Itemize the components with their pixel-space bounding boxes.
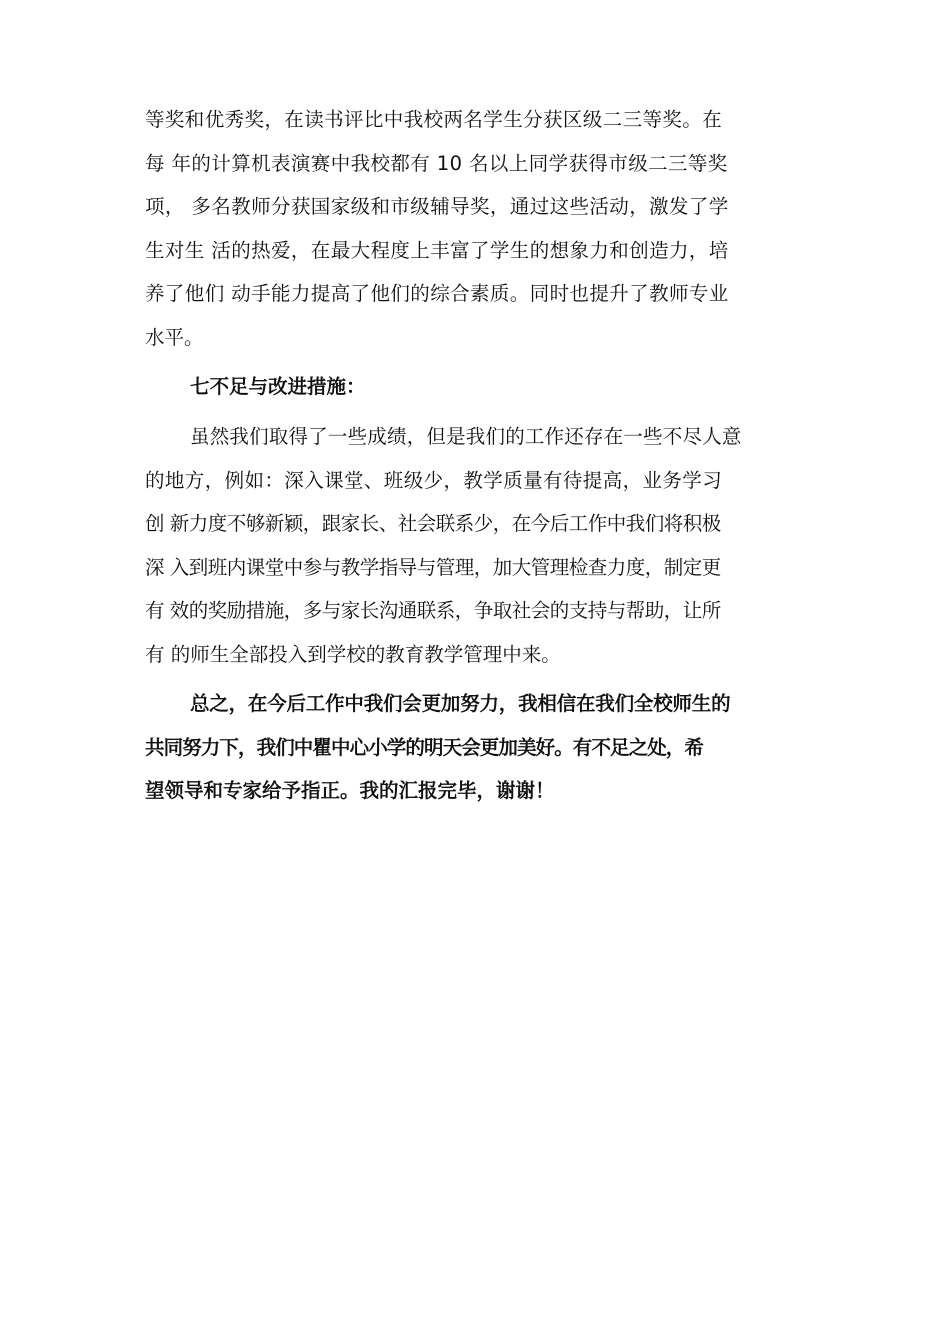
paragraph-line: 水平。 xyxy=(145,325,204,349)
paragraph-line: 虽然我们取得了一些成绩，但是我们的工作还存在一些不尽人意 xyxy=(190,425,742,448)
paragraph-line: 总之，在今后工作中我们会更加努力，我相信在我们全校师生的 xyxy=(190,692,731,715)
paragraph-line: 等奖和优秀奖，在读书评比中我校两名学生分获区级二三等奖。在 xyxy=(145,108,723,131)
section-heading-text: 七不足与改进措施： xyxy=(190,375,366,398)
paragraph-line: 有 的师生全部投入到学校的教育教学管理中来。 xyxy=(145,642,561,666)
paragraph-line: 养了他们 动手能力提高了他们的综合素质。同时也提升了教师专业 xyxy=(145,282,729,306)
paragraph-shortcomings xyxy=(145,415,817,677)
paragraph-line: 有 效的奖励措施，多与家长沟通联系，争取社会的支持与帮助，让所 xyxy=(145,599,721,623)
paragraph-continued xyxy=(145,98,817,360)
paragraph-line: 每 年的计算机表演赛中我校都有 10 名以上同学获得市级二三等奖 xyxy=(145,151,728,175)
paragraph-line: 项， 多名教师分获国家级和市级辅导奖，通过这些活动，激发了学 xyxy=(145,195,729,219)
paragraph-line: 共同努力下，我们中瞿中心小学的明天会更加美好。有不足之处，希 xyxy=(145,735,704,759)
paragraph-line: 生对生 活的热爱，在最大程度上丰富了学生的想象力和创造力，培 xyxy=(145,238,729,262)
paragraph-line: 深 入到班内课堂中参与教学指导与管理，加大管理检查力度，制定更 xyxy=(145,555,721,579)
paragraph-line: 望领导和专家给予指正。我的汇报完毕，谢谢！ xyxy=(145,779,555,803)
paragraph-line: 的地方，例如：深入课堂、班级少，教学质量有待提高，业务学习 xyxy=(145,468,723,492)
section-heading xyxy=(145,365,817,409)
paragraph-conclusion xyxy=(145,682,817,813)
paragraph-line: 创 新力度不够新颖，跟家长、社会联系少，在今后工作中我们将积极 xyxy=(145,512,721,536)
